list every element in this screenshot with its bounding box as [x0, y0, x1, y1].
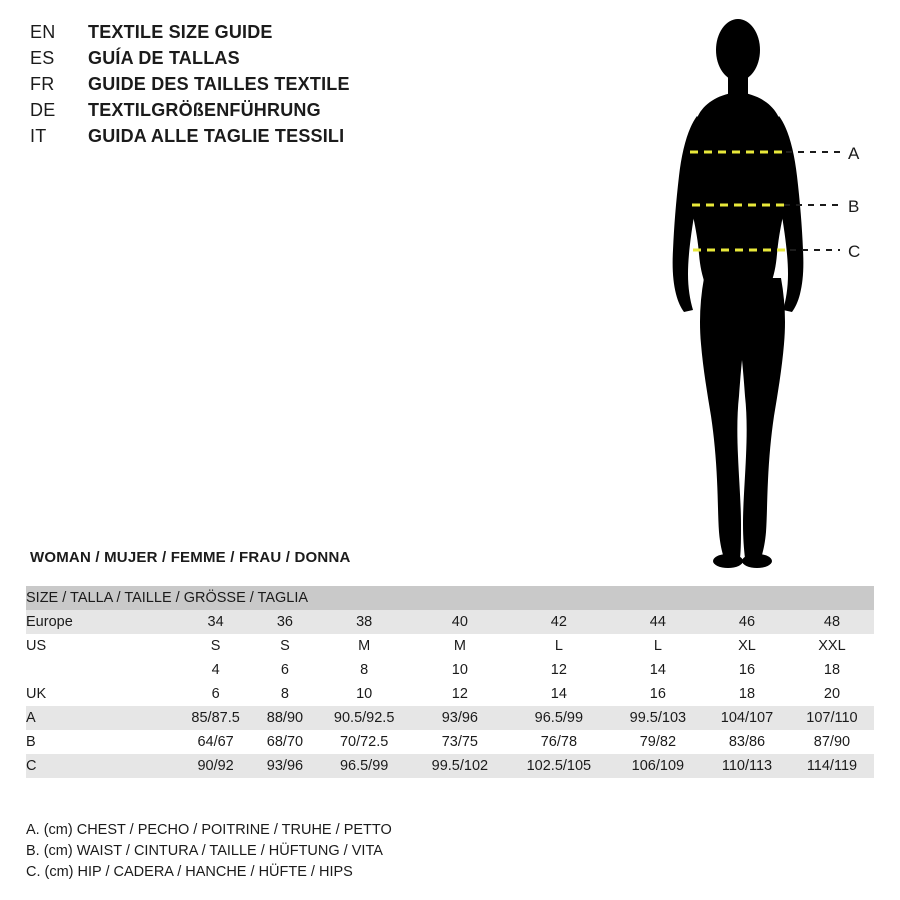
table-cell: 42: [506, 610, 612, 634]
table-cell: S: [255, 634, 314, 658]
table-cell: 110/113: [704, 754, 790, 778]
table-header-label: SIZE / TALLA / TAILLE / GRÖSSE / TAGLIA: [26, 586, 874, 610]
table-cell: 14: [506, 682, 612, 706]
language-row: [30, 48, 450, 74]
language-title: GUIDE DES TAILLES TEXTILE: [88, 74, 350, 94]
table-group-label: WOMAN / MUJER / FEMME / FRAU / DONNA: [30, 549, 351, 566]
table-cell: 46: [704, 610, 790, 634]
language-row: [30, 100, 450, 126]
table-cell: XXL: [790, 634, 874, 658]
row-label: US: [26, 634, 176, 658]
table-row: [26, 682, 874, 706]
silhouette-svg: [600, 10, 900, 570]
table-cell: 114/119: [790, 754, 874, 778]
table-cell: 36: [255, 610, 314, 634]
table-cell: 34: [176, 610, 255, 634]
table-cell: 88/90: [255, 706, 314, 730]
table-cell: 38: [315, 610, 414, 634]
table-cell: 18: [790, 658, 874, 682]
table-cell: L: [506, 634, 612, 658]
measurement-legend: [26, 820, 392, 883]
table-cell: 48: [790, 610, 874, 634]
legend-line-c: C. (cm) HIP / CADERA / HANCHE / HÜFTE / HIPS: [26, 864, 353, 880]
table-cell: 99.5/102: [414, 754, 506, 778]
table-cell: L: [612, 634, 704, 658]
language-title: GUIDA ALLE TAGLIE TESSILI: [88, 126, 345, 146]
table-cell: 99.5/103: [612, 706, 704, 730]
row-label: Europe: [26, 610, 176, 634]
table-cell: 18: [704, 682, 790, 706]
table-row: [26, 754, 874, 778]
language-title: TEXTILE SIZE GUIDE: [88, 22, 273, 42]
language-code: ES: [30, 48, 55, 68]
table-row: [26, 730, 874, 754]
table-cell: 68/70: [255, 730, 314, 754]
table-cell: 93/96: [414, 706, 506, 730]
table-cell: 90/92: [176, 754, 255, 778]
table-cell: 14: [612, 658, 704, 682]
table-cell: 6: [176, 682, 255, 706]
row-label: C: [26, 754, 176, 778]
female-silhouette-figure: [600, 10, 900, 570]
language-title: GUÍA DE TALLAS: [88, 48, 240, 68]
language-header-list: [30, 22, 450, 152]
table-cell: 8: [255, 682, 314, 706]
language-row: [30, 22, 450, 48]
language-code: IT: [30, 126, 47, 146]
table-cell: 85/87.5: [176, 706, 255, 730]
measure-label-b: B: [848, 197, 860, 216]
legend-line-b: B. (cm) WAIST / CINTURA / TAILLE / HÜFTUNG / VITA: [26, 843, 383, 859]
size-table: [26, 586, 874, 778]
table-header-row: [26, 586, 874, 610]
table-cell: 70/72.5: [315, 730, 414, 754]
table-cell: 93/96: [255, 754, 314, 778]
row-label: UK: [26, 682, 176, 706]
measure-label-a: A: [848, 144, 860, 163]
row-label: [26, 658, 176, 682]
row-label: B: [26, 730, 176, 754]
table-cell: 8: [315, 658, 414, 682]
table-cell: 12: [414, 682, 506, 706]
table-row: [26, 658, 874, 682]
table-cell: 20: [790, 682, 874, 706]
table-cell: 6: [255, 658, 314, 682]
table-cell: 16: [704, 658, 790, 682]
language-row: [30, 74, 450, 100]
table-cell: M: [414, 634, 506, 658]
row-label: A: [26, 706, 176, 730]
table-cell: 87/90: [790, 730, 874, 754]
table-cell: 16: [612, 682, 704, 706]
table-cell: 44: [612, 610, 704, 634]
language-code: DE: [30, 100, 56, 120]
table-cell: 83/86: [704, 730, 790, 754]
table-cell: M: [315, 634, 414, 658]
table-cell: 90.5/92.5: [315, 706, 414, 730]
table-cell: 10: [414, 658, 506, 682]
language-title: TEXTILGRÖßENFÜHRUNG: [88, 100, 321, 120]
table-row: [26, 706, 874, 730]
table-row: [26, 634, 874, 658]
table-cell: 76/78: [506, 730, 612, 754]
table-cell: S: [176, 634, 255, 658]
table-cell: 40: [414, 610, 506, 634]
language-row: [30, 126, 450, 152]
legend-line-a: A. (cm) CHEST / PECHO / POITRINE / TRUHE / PETTO: [26, 822, 392, 838]
measure-label-c: C: [848, 242, 861, 261]
table-cell: 104/107: [704, 706, 790, 730]
table-cell: 10: [315, 682, 414, 706]
table-cell: 64/67: [176, 730, 255, 754]
table-cell: 4: [176, 658, 255, 682]
table-cell: 12: [506, 658, 612, 682]
table-cell: 106/109: [612, 754, 704, 778]
table-cell: 73/75: [414, 730, 506, 754]
language-code: EN: [30, 22, 56, 42]
table-cell: 102.5/105: [506, 754, 612, 778]
language-code: FR: [30, 74, 55, 94]
table-cell: 107/110: [790, 706, 874, 730]
table-cell: XL: [704, 634, 790, 658]
table-row: [26, 610, 874, 634]
table-cell: 96.5/99: [506, 706, 612, 730]
table-cell: 96.5/99: [315, 754, 414, 778]
table-cell: 79/82: [612, 730, 704, 754]
